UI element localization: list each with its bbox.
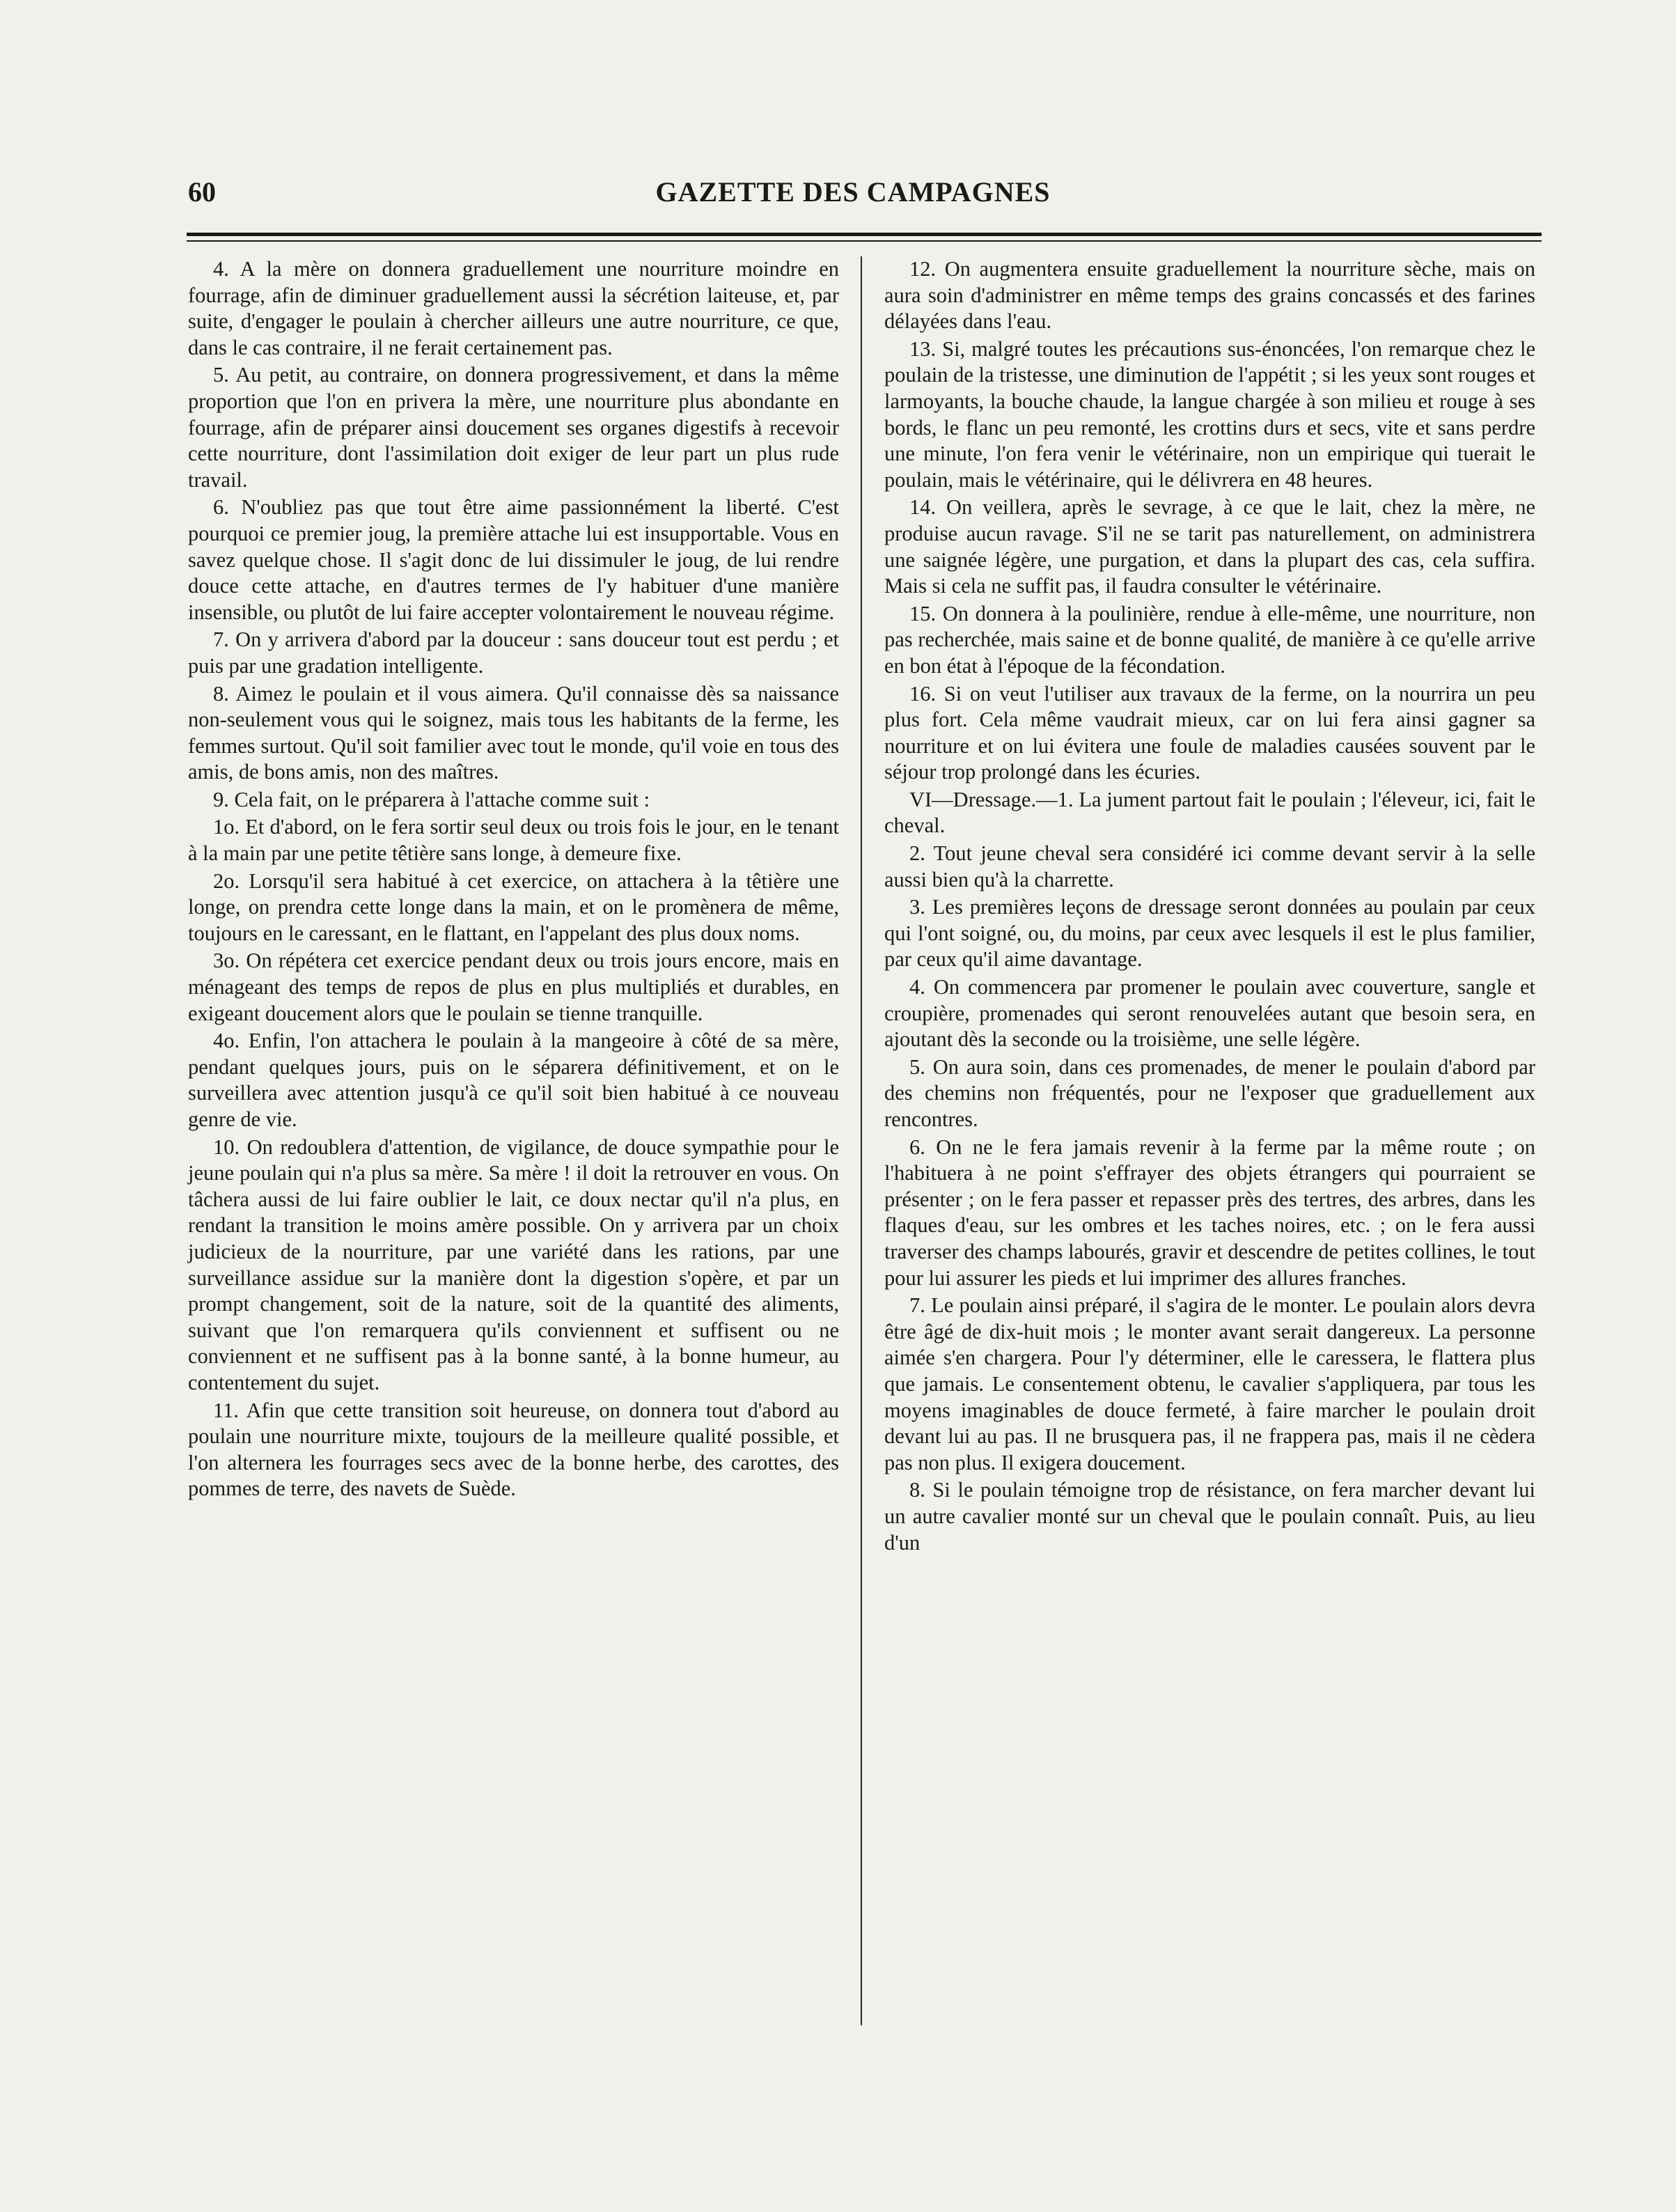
page-number: 60 xyxy=(188,176,216,208)
sub-paragraph: 1o. Et d'abord, on le fera sortir seul deux ou trois fois le jour, en le tenant à la main par une petite têtière sans longe, à demeure fixe. xyxy=(188,815,839,866)
paragraph: 6. On ne le fera jamais revenir à la ferme par la même route ; on l'habituera à ne point s'effrayer des objets étrangers qui pourraient se présenter ; on le fera passer et repasser près des tertres, des arbres, dans les flaques d'eau, sur les ombres et les taches noires, etc. ; on le fera aussi traverser des champs labourés, gravir et descendre de petites collines, le tout pour lui assurer les pieds et lui imprimer des allures franches. xyxy=(884,1135,1535,1290)
paragraph: 4. A la mère on donnera graduellement une nourriture moindre en fourrage, afin de diminuer graduellement aussi la sécrétion laiteuse, et, par suite, d'engager le poulain à chercher ailleurs une autre nourriture, ce que, dans le cas contraire, il ne ferait certainement pas. xyxy=(188,257,839,359)
section-heading-paragraph: VI—Dressage.—1. La jument partout fait le poulain ; l'éleveur, ici, fait le cheval. xyxy=(884,787,1535,838)
paragraph: 7. On y arrivera d'abord par la douceur : sans douceur tout est perdu ; et puis par une gradation intelligente. xyxy=(188,628,839,678)
paragraph: 5. Au petit, au contraire, on donnera progressivement, et dans la même proportion que l'on en privera la mère, une nourriture plus abondante en fourrage, afin de préparer ainsi doucement ses organes digestifs à recevoir cette nourriture, dont l'assimilation doit exiger de leur part un plus rude travail. xyxy=(188,363,839,492)
paragraph: 5. On aura soin, dans ces promenades, de mener le poulain d'abord par des chemins non fréquentés, pour ne l'exposer que graduellement aux rencontres. xyxy=(884,1054,1535,1131)
article-body xyxy=(188,256,1543,2067)
sub-paragraph: 4o. Enfin, l'on attachera le poulain à la mangeoire à côté de sa mère, pendant quelques jours, puis on le séparera définitivement, et on le surveillera avec attention jusqu'à ce qu'il soit bien habitué à ce nouveau genre de vie. xyxy=(188,1029,839,1131)
paragraph: 12. On augmentera ensuite graduellement la nourriture sèche, mais on aura soin d'administrer en même temps des grains concassés et des farines délayées dans l'eau. xyxy=(884,257,1535,334)
paragraph: 15. On donnera à la poulinière, rendue à elle-même, une nourriture, non pas recherchée, mais saine et de bonne qualité, de manière à ce qu'elle arrive en bon état à l'époque de la fécondation. xyxy=(884,601,1535,678)
paragraph: 14. On veillera, après le sevrage, à ce que le lait, chez la mère, ne produise aucun ravage. S'il ne se tarit pas naturellement, on administrera une saignée légère, une purgation, et dans la plupart des cas, cela suffira. Mais si cela ne suffit pas, il faudra consulter le vétérinaire. xyxy=(884,495,1535,598)
sub-paragraph: 3o. On répétera cet exercice pendant deux ou trois jours encore, mais en ménageant des temps de repos de plus en plus multipliés et durables, en exigeant doucement alors que le poulain se tienne tranquille. xyxy=(188,949,839,1025)
page-header xyxy=(188,171,1518,220)
left-column xyxy=(188,256,839,1502)
paragraph: 11. Afin que cette transition soit heureuse, on donnera tout d'abord au poulain une nourriture mixte, toujours de la meilleure qualité possible, et l'on alternera les fourrages secs avec de la bonne herbe, des carottes, des pommes de terre, des navets de Suède. xyxy=(188,1398,839,1501)
column-divider xyxy=(861,256,862,2025)
paragraph: 2. Tout jeune cheval sera considéré ici comme devant servir à la selle aussi bien qu'à la charrette. xyxy=(884,841,1535,891)
right-column xyxy=(884,256,1535,1556)
sub-paragraph: 2o. Lorsqu'il sera habitué à cet exercice, on attachera à la têtière une longe, on prendra cette longe dans la main, et on le promènera de même, toujours en le caressant, en le flattant, en l'appelant des plus doux noms. xyxy=(188,869,839,945)
paragraph: 8. Si le poulain témoigne trop de résistance, on fera marcher devant lui un autre cavalier monté sur un cheval que le poulain connaît. Puis, au lieu d'un xyxy=(884,1478,1535,1555)
paragraph: 9. Cela fait, on le préparera à l'attache comme suit : xyxy=(213,787,650,811)
paragraph: 6. N'oubliez pas que tout être aime passionnément la liberté. C'est pourquoi ce premier joug, la première attache lui est insupportable. Vous en savez quelque chose. Il s'agit donc de lui dissimuler le joug, de lui rendre douce cette attache, en d'autres termes de l'y habituer d'une manière insensible, ou plutôt de lui faire accepter volontairement le nouveau régime. xyxy=(188,495,839,624)
running-title: GAZETTE DES CAMPAGNES xyxy=(655,176,1051,208)
header-rule-thin xyxy=(187,240,1542,242)
header-rule-thick xyxy=(187,233,1542,236)
paragraph: 3. Les premières leçons de dressage seront données au poulain par ceux qui l'ont soigné, ou, du moins, par ceux avec lesquels il est le plus familier, par ceux qu'il aime davantage. xyxy=(884,895,1535,972)
paragraph: 8. Aimez le poulain et il vous aimera. Qu'il connaisse dès sa naissance non-seulement vous qui le soignez, mais tous les habitants de la ferme, les femmes surtout. Qu'il soit familier avec tout le monde, qu'il voie en tous des amis, de bons amis, non des maîtres. xyxy=(188,681,839,784)
paragraph: 16. Si on veut l'utiliser aux travaux de la ferme, on la nourrira un peu plus fort. Cela même vaudrait mieux, car on lui fera ainsi gagner sa nourriture et on lui évitera une foule de maladies causées souvent par le séjour trop prolongé dans les écuries. xyxy=(884,681,1535,784)
paragraph: 7. Le poulain ainsi préparé, il s'agira de le monter. Le poulain alors devra être âgé de dix-huit mois ; le monter avant serait dangereux. La personne aimée s'en chargera. Pour l'y déterminer, elle le caressera, le flattera plus que jamais. Le consentement obtenu, le cavalier s'appliquera, par tous les moyens imaginables de douce fermeté, à faire marcher le poulain droit devant lui au pas. Il ne brusquera pas, il ne frappera pas, mais il ne cèdera pas non plus. Il exigera doucement. xyxy=(884,1293,1535,1474)
paragraph: 10. On redoublera d'attention, de vigilance, de douce sympathie pour le jeune poulain qui n'a plus sa mère. Sa mère ! il doit la retrouver en vous. On tâchera aussi de lui faire oublier le lait, ce doux nectar qu'il n'a plus, en rendant la transition le moins amère possible. On y arrivera par un choix judicieux de la nourriture, par une variété dans les rations, par une surveillance assidue sur la manière dont la digestion s'opère, et par un prompt changement, soit de la nature, soit de la quantité des aliments, suivant que l'on remarquera qu'ils conviennent et suffisent ou ne conviennent et ne suffisent pas à la bonne santé, à la bonne humeur, au contentement du sujet. xyxy=(188,1135,839,1394)
paragraph: 4. On commencera par promener le poulain avec couverture, sangle et croupière, promenades qui seront renouvelées autant que besoin sera, en ajoutant dès la seconde ou la troisième, une selle légère. xyxy=(884,975,1535,1052)
paragraph: 13. Si, malgré toutes les précautions sus-énoncées, l'on remarque chez le poulain de la tristesse, une diminution de l'appétit ; si les yeux sont rouges et larmoyants, la bouche chaude, la langue chargée à son milieu et rouge à ses bords, le flanc un peu remonté, les crottins durs et secs, vite et sans perdre une minute, l'on fera venir le vétérinaire, non un empirique qui tuerait le poulain, mais le vétérinaire, qui le délivrera en 48 heures. xyxy=(884,336,1535,492)
